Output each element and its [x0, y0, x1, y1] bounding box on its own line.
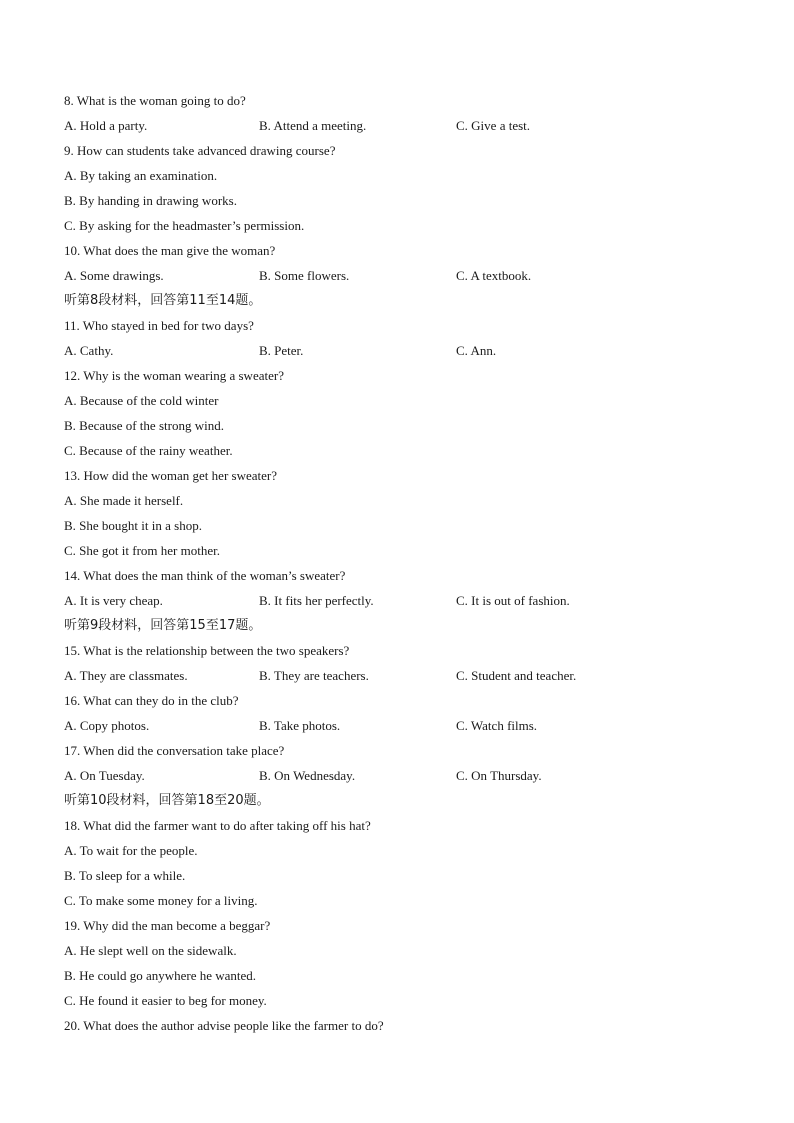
options-row — [64, 113, 744, 138]
answer-option: A. He slept well on the sidewalk. — [64, 943, 237, 958]
section-heading: 听第9段材料，回答第15至17题。 — [64, 618, 262, 633]
answer-option: C. She got it from her mother. — [64, 543, 220, 558]
answer-option: B. Attend a meeting. — [259, 118, 367, 133]
answer-option: B. She bought it in a shop. — [64, 518, 202, 533]
answer-option: C. Watch films. — [456, 718, 538, 733]
answer-option: B. Take photos. — [259, 718, 341, 733]
options-row — [64, 263, 744, 288]
question-text: 14. What does the man think of the woman’s sweater? — [64, 568, 346, 583]
question-text: 18. What did the farmer want to do after taking off his hat? — [64, 818, 371, 833]
answer-option: B. It fits her perfectly. — [259, 593, 374, 608]
answer-option: B. He could go anywhere he wanted. — [64, 968, 257, 983]
question-text: 15. What is the relationship between the two speakers? — [64, 643, 350, 658]
answer-option: B. They are teachers. — [259, 668, 369, 683]
answer-option: B. On Wednesday. — [259, 768, 356, 783]
answer-option: C. To make some money for a living. — [64, 893, 258, 908]
question-text: 16. What can they do in the club? — [64, 693, 239, 708]
answer-option: B. Some flowers. — [259, 268, 350, 283]
answer-option: C. Student and teacher. — [456, 668, 577, 683]
answer-option: A. Cathy. — [64, 343, 114, 358]
question-text: 8. What is the woman going to do? — [64, 93, 246, 108]
answer-option: B. Because of the strong wind. — [64, 418, 224, 433]
answer-option: C. He found it easier to beg for money. — [64, 993, 267, 1008]
section-heading: 听第10段材料，回答第18至20题。 — [64, 793, 270, 808]
options-row — [64, 588, 744, 613]
question-text: 19. Why did the man become a beggar? — [64, 918, 271, 933]
options-row — [64, 713, 744, 738]
question-text: 11. Who stayed in bed for two days? — [64, 318, 254, 333]
answer-option: C. Because of the rainy weather. — [64, 443, 233, 458]
answer-option: A. She made it herself. — [64, 493, 184, 508]
answer-option: B. Peter. — [259, 343, 304, 358]
question-text: 10. What does the man give the woman? — [64, 243, 276, 258]
answer-option: A. They are classmates. — [64, 668, 188, 683]
answer-option: C. Ann. — [456, 343, 497, 358]
options-row — [64, 663, 744, 688]
answer-option: A. Copy photos. — [64, 718, 150, 733]
question-list — [64, 88, 744, 1038]
section-heading: 听第8段材料，回答第11至14题。 — [64, 293, 262, 308]
options-row — [64, 338, 744, 363]
answer-option: C. On Thursday. — [456, 768, 542, 783]
answer-option: C. It is out of fashion. — [456, 593, 570, 608]
question-text: 17. When did the conversation take place? — [64, 743, 285, 758]
answer-option: C. A textbook. — [456, 268, 532, 283]
question-text: 20. What does the author advise people like the farmer to do? — [64, 1018, 384, 1033]
answer-option: A. By taking an examination. — [64, 168, 218, 183]
answer-option: A. To wait for the people. — [64, 843, 198, 858]
answer-option: A. On Tuesday. — [64, 768, 145, 783]
answer-option: A. Some drawings. — [64, 268, 164, 283]
question-text: 12. Why is the woman wearing a sweater? — [64, 368, 284, 383]
answer-option: C. By asking for the headmaster’s permission. — [64, 218, 305, 233]
answer-option: A. Hold a party. — [64, 118, 148, 133]
answer-option: B. By handing in drawing works. — [64, 193, 237, 208]
question-text: 13. How did the woman get her sweater? — [64, 468, 277, 483]
answer-option: A. Because of the cold winter — [64, 393, 219, 408]
question-text: 9. How can students take advanced drawing course? — [64, 143, 336, 158]
options-row — [64, 763, 744, 788]
answer-option: B. To sleep for a while. — [64, 868, 186, 883]
answer-option: A. It is very cheap. — [64, 593, 163, 608]
answer-option: C. Give a test. — [456, 118, 531, 133]
